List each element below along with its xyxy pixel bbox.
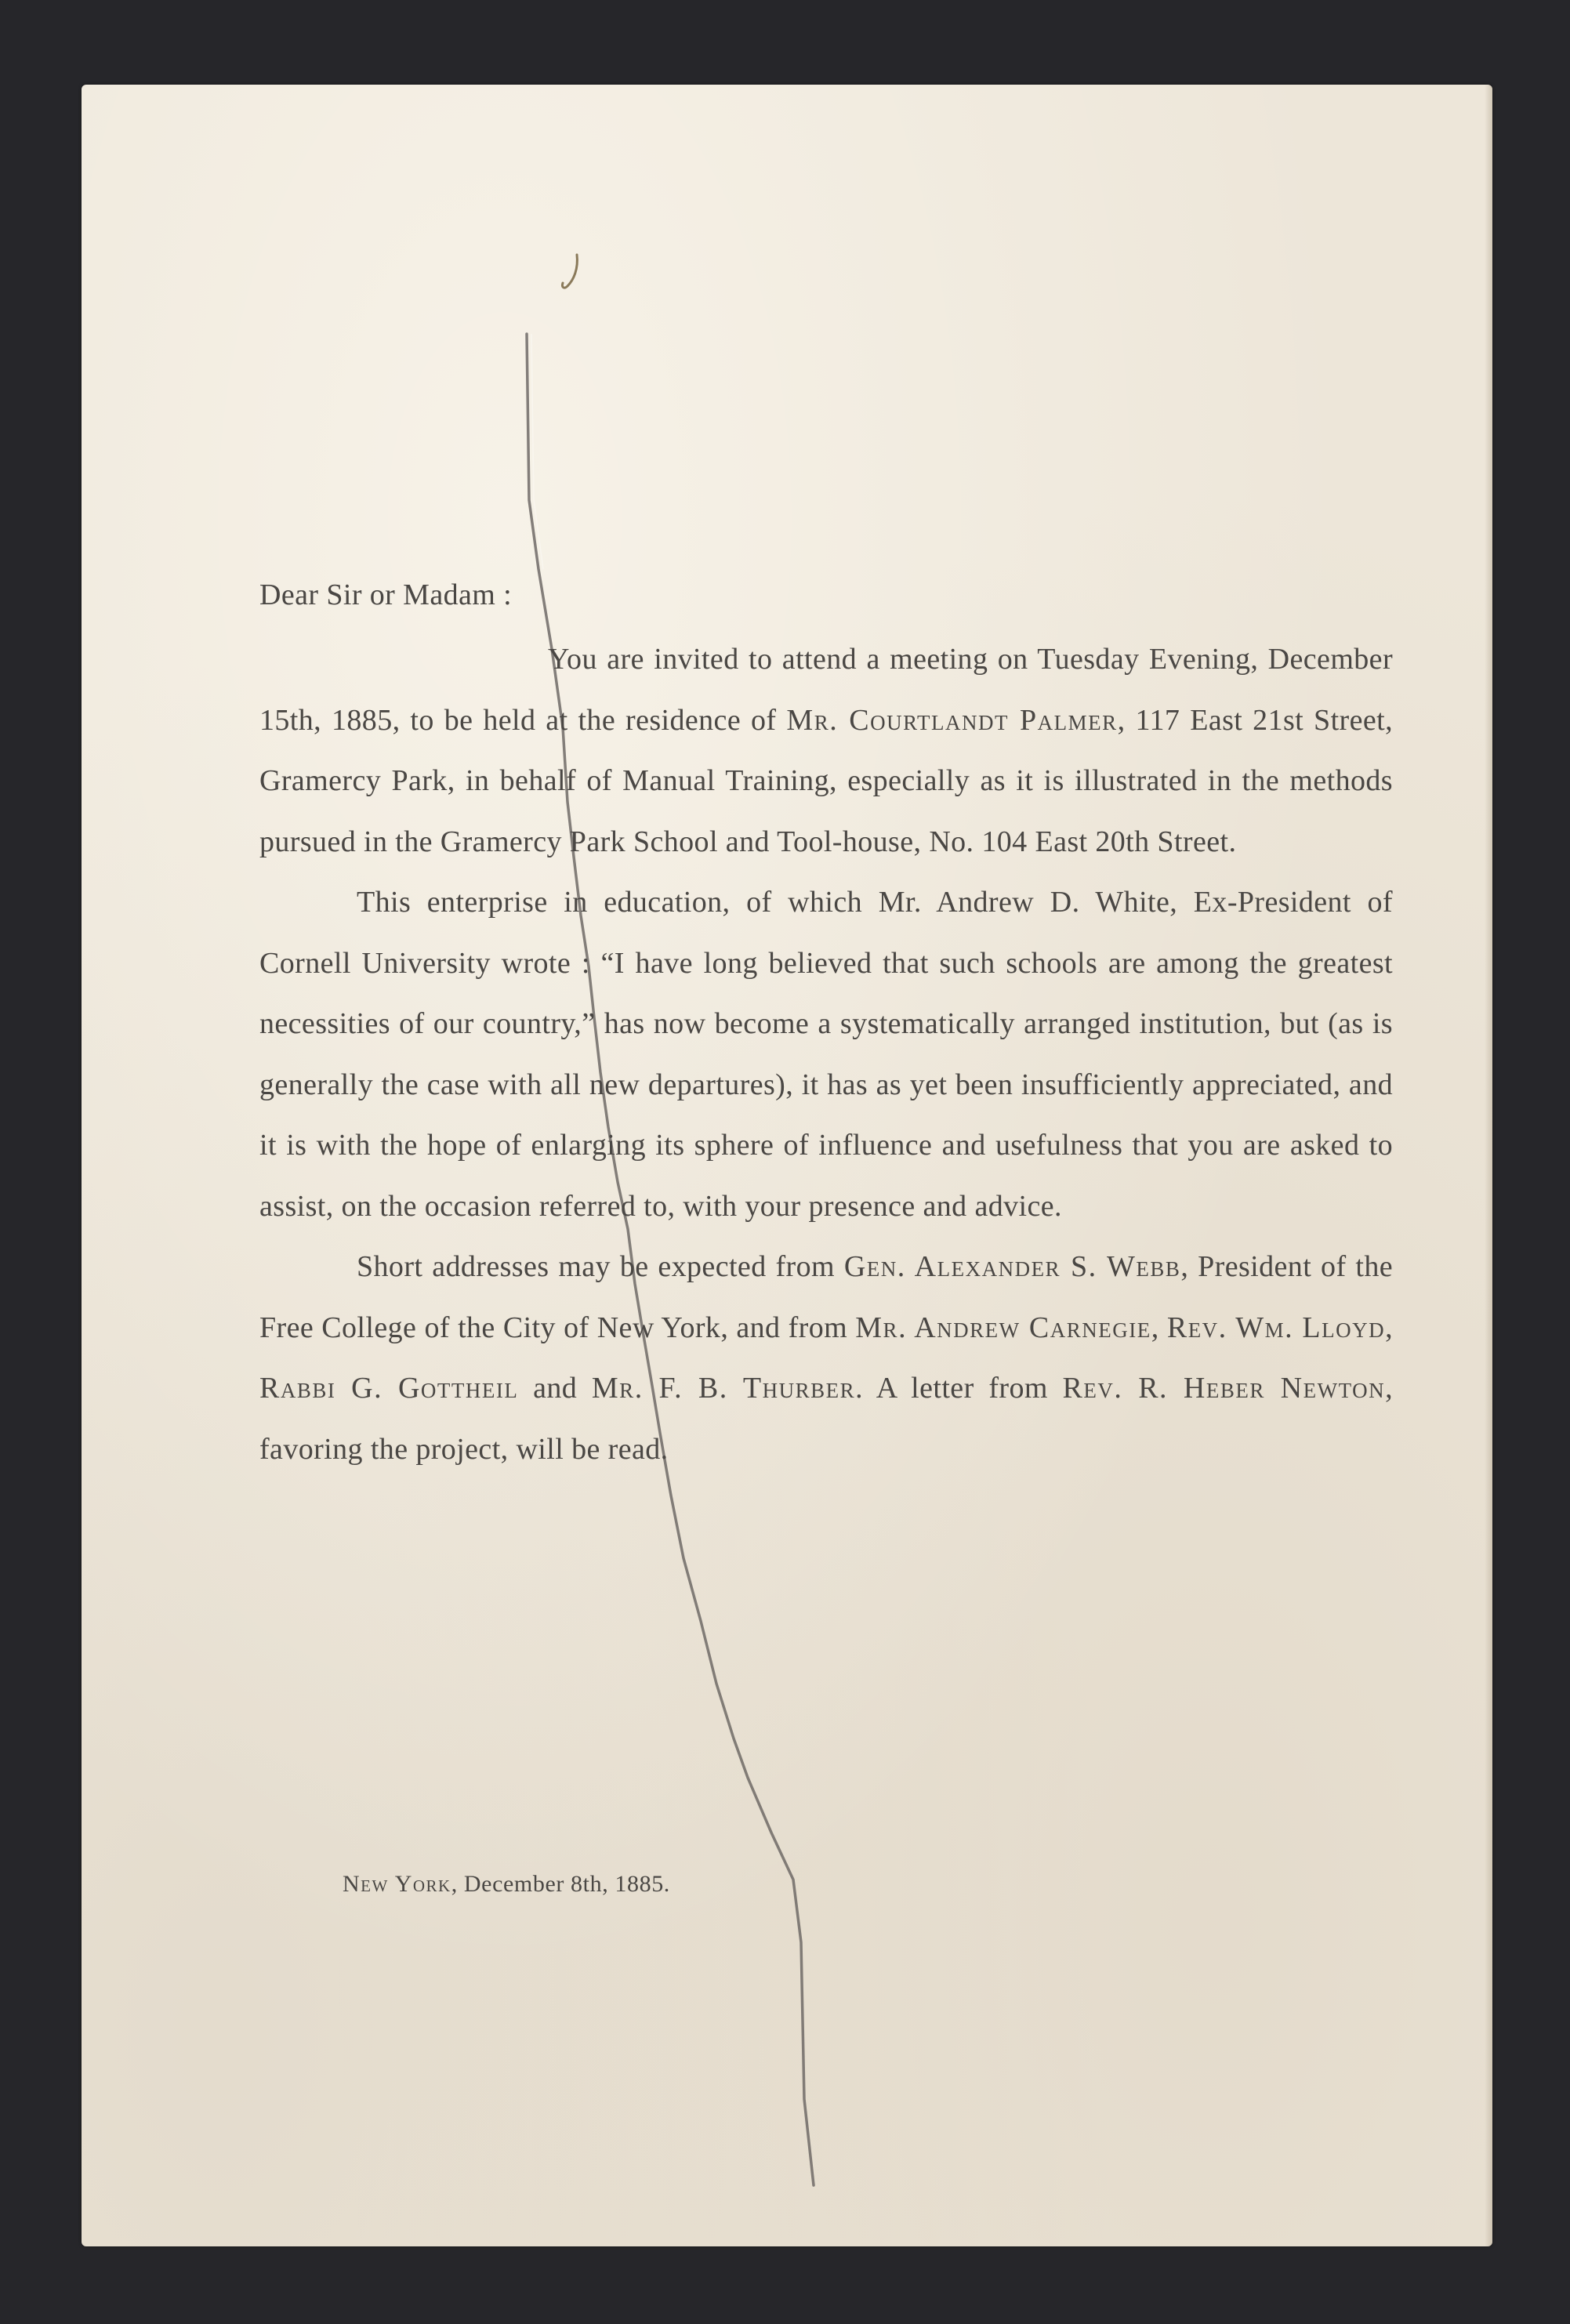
speakers-text-b: , President of the Free College of the City of New York, and from xyxy=(259,1250,1393,1344)
enterprise-text: This enterprise in education, of which Mr. Andrew D. White, Ex-President of Cornell University wrote : “I have long believed that such schools are among the greatest necessities of our country,” has now become a systematically arranged institution, but (as is generally the case with all new departures), it has as yet been insufficiently appreciated, and it is with the hope of enlarging its sphere of influence and usefulness that you are asked to assist, on the occasion referred to, with your presence and advice. xyxy=(259,886,1393,1223)
speakers-text-d: , favoring the project, will be read. xyxy=(259,1372,1393,1466)
speaker-gottheil: Rabbi G. Gottheil xyxy=(259,1372,519,1405)
speaker-carnegie: Mr. Andrew Carnegie xyxy=(855,1311,1151,1344)
dateline xyxy=(343,1871,670,1898)
dateline-date: , December 8th, 1885. xyxy=(451,1871,670,1897)
speakers-separator: , xyxy=(1385,1311,1394,1344)
speakers-text-a: Short addresses may be expected from xyxy=(357,1250,844,1283)
speaker-thurber: Mr. F. B. Thurber xyxy=(591,1372,856,1405)
invitation-text-a: You are invited to attend a meeting on Tuesday Evening, December 15th, 1885, to be held at the residence of xyxy=(259,643,1393,737)
speakers-separator: and xyxy=(518,1372,592,1405)
paragraph-invitation xyxy=(259,629,1393,872)
invitation-text-b: , 117 East 21st Street, Gramercy Park, in behalf of Manual Training, especially as it is illustrated in the methods pursued in the Gramercy Park School and Tool-house, No. 104 East 20th Street. xyxy=(259,703,1393,858)
paragraph-speakers xyxy=(259,1237,1393,1480)
letter-body xyxy=(259,571,1393,1480)
host-name: Mr. Courtlandt Palmer xyxy=(786,703,1118,737)
salutation: Dear Sir or Madam : xyxy=(259,578,513,611)
letter-page xyxy=(82,85,1492,2246)
speaker-newton: Rev. R. Heber Newton xyxy=(1062,1372,1386,1405)
speakers-text-c: . A letter from xyxy=(855,1372,1063,1405)
pencil-mark xyxy=(542,245,613,308)
paper-edge-shading xyxy=(1485,85,1492,2246)
dateline-place: New York xyxy=(343,1871,451,1897)
paragraph-enterprise xyxy=(259,872,1393,1237)
speaker-webb: Gen. Alexander S. Webb xyxy=(843,1250,1181,1283)
speakers-separator: , xyxy=(1151,1311,1167,1344)
speaker-lloyd: Rev. Wm. Lloyd xyxy=(1166,1311,1386,1344)
